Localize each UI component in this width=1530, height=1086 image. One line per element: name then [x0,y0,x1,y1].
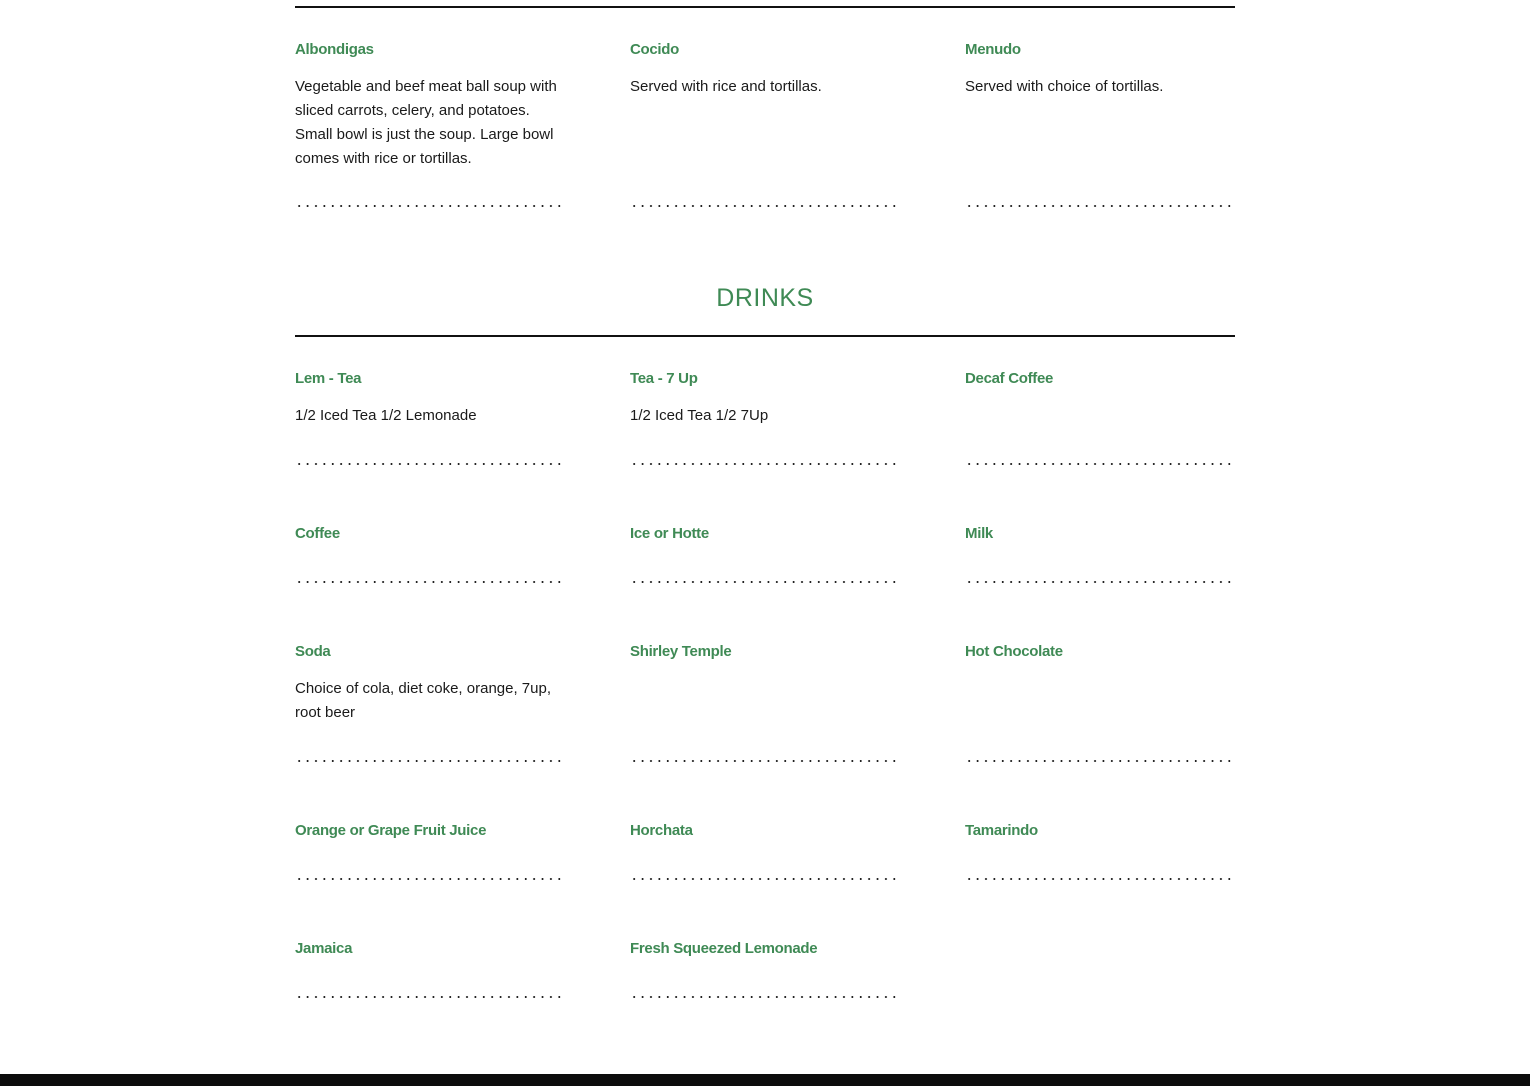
menu-item-shirley-temple[interactable] [630,642,900,725]
menu-item-coffee[interactable] [295,524,565,544]
menu-item-name[interactable]: Decaf Coffee [965,370,1054,387]
drinks-section-divider [295,335,1235,337]
price-leader-dots [295,581,565,583]
menu-item-name[interactable]: Coffee [295,525,340,542]
soups-row [295,40,1235,171]
menu-item-hot-chocolate[interactable] [965,642,1235,725]
drinks-row-5 [295,939,1235,959]
menu-item-name[interactable]: Lem - Tea [295,370,362,387]
menu-item-name[interactable]: Orange or Grape Fruit Juice [295,822,487,839]
menu-item-name[interactable]: Milk [965,525,993,542]
price-leader-dots [630,996,900,998]
menu-item-description: Choice of cola, diet coke, orange, 7up, root beer [295,680,556,721]
menu-item-description: Served with rice and tortillas. [630,78,822,95]
drinks-row-4 [295,821,1235,841]
menu-item-name[interactable]: Fresh Squeezed Lemonade [630,940,818,957]
price-leader-dots [630,463,900,465]
price-leader-dots [295,205,565,207]
price-leader-dots [965,463,1235,465]
menu-item-description: 1/2 Iced Tea 1/2 Lemonade [295,407,477,424]
menu-item-fresh-squeezed-lemonade[interactable] [630,939,900,959]
menu-item-soda[interactable] [295,642,565,725]
menu-item-name[interactable]: Cocido [630,41,680,58]
menu-item-name[interactable]: Ice or Hotte [630,525,709,542]
drinks-row-2 [295,524,1235,544]
price-leader-dots [295,878,565,880]
menu-item-jamaica[interactable] [295,939,565,959]
menu-item-name[interactable]: Soda [295,643,331,660]
menu-item-description: Vegetable and beef meat ball soup with sliced carrots, celery, and potatoes. Small bowl is just the soup. Large bowl comes with rice or tortillas. [295,78,562,167]
menu-item-name[interactable]: Albondigas [295,41,374,58]
menu-item-tea-7up[interactable] [630,369,900,428]
soups-section-divider [295,6,1235,8]
price-leader-dots [295,760,565,762]
price-leader-dots [630,760,900,762]
price-leader-dots [965,205,1235,207]
footer-bar [0,1074,1530,1086]
price-leader-dots [965,878,1235,880]
menu-item-description: 1/2 Iced Tea 1/2 7Up [630,407,769,424]
price-leader-dots [630,205,900,207]
menu-item-albondigas[interactable] [295,40,565,171]
price-leader-dots [630,878,900,880]
menu-item-name[interactable]: Jamaica [295,940,353,957]
price-leader-dots [965,581,1235,583]
menu-item-ice-or-hotte[interactable] [630,524,900,544]
section-title-drinks: DRINKS [716,284,814,312]
menu-item-milk[interactable] [965,524,1235,544]
menu-item-name[interactable]: Tamarindo [965,822,1038,839]
menu-item-description: Served with choice of tortillas. [965,78,1164,95]
menu-item-name[interactable]: Hot Chocolate [965,643,1063,660]
drinks-row-3 [295,642,1235,725]
menu-item-orange-grapefruit-juice[interactable] [295,821,565,841]
price-leader-dots [630,581,900,583]
menu-item-name[interactable]: Shirley Temple [630,643,732,660]
menu-item-lem-tea[interactable] [295,369,565,428]
price-leader-dots [965,760,1235,762]
price-leader-dots [295,463,565,465]
menu-item-menudo[interactable] [965,40,1235,171]
menu-item-cocido[interactable] [630,40,900,171]
drinks-row-1 [295,369,1235,428]
menu-item-decaf-coffee[interactable] [965,369,1235,428]
menu-item-tamarindo[interactable] [965,821,1235,841]
menu-item-horchata[interactable] [630,821,900,841]
menu-item-name[interactable]: Horchata [630,822,693,839]
price-leader-dots [295,996,565,998]
menu-item-name[interactable]: Menudo [965,41,1021,58]
menu-item-name[interactable]: Tea - 7 Up [630,370,698,387]
